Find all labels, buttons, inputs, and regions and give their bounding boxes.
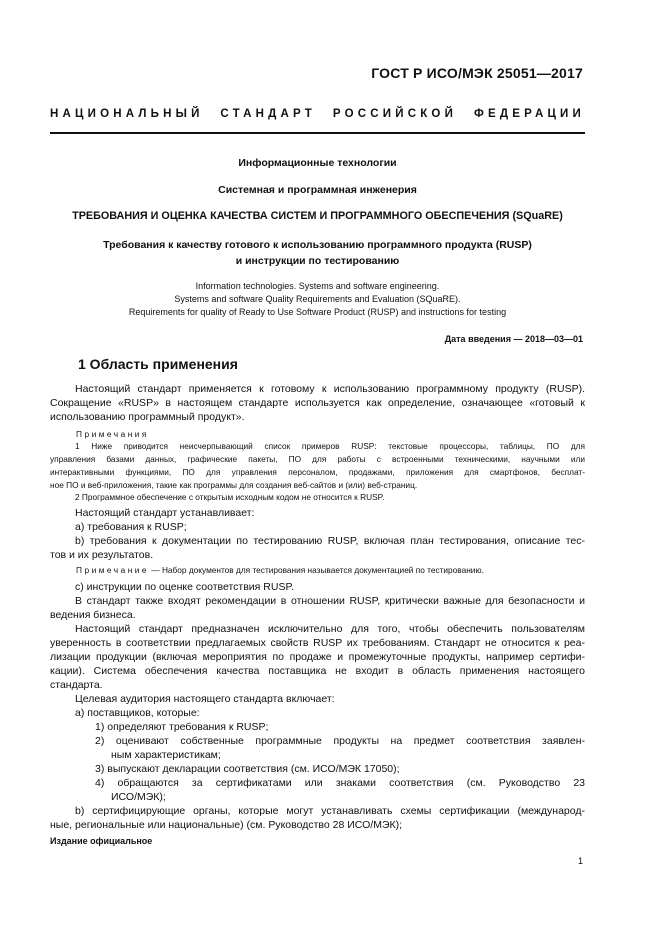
sublist-item-2-continued: ным характеристикам; <box>111 749 221 761</box>
paragraph-line: Целевая аудитория настоящего стандарта включает: <box>75 693 335 705</box>
page-number: 1 <box>577 856 583 866</box>
list-item-a: а) требования к RUSP; <box>75 521 187 533</box>
note-line: 2 Программное обеспечение с открытым исходным кодом не относится к RUSP. <box>75 492 385 502</box>
document-id: ГОСТ Р ИСО/МЭК 25051—2017 <box>371 65 583 81</box>
paragraph-line: Настоящий стандарт устанавливает: <box>75 507 255 519</box>
note-text: — Набор документов для тестирования называется документацией по тестированию. <box>149 565 484 575</box>
notes-label: Примечания <box>76 429 149 439</box>
list-item-b-continued: тов и их результатов. <box>50 549 154 561</box>
paragraph-line: уверенность в соответствии предлагаемых свойств RUSP их требованиям. Стандарт не относится к реа- <box>50 637 585 649</box>
note-line: 1 Ниже приводится неисчерпывающий список примеров RUSP: текстовые процессоры, таблицы, ПО для <box>75 441 585 451</box>
english-title-line-2: Systems and software Quality Requirements and Evaluation (SQuaRE). <box>174 294 461 304</box>
paragraph-line: лизации продукции (включая мероприятия по продаже и промежуточные продукты, например сертифи- <box>50 651 585 663</box>
note-label: Примечание <box>76 565 150 575</box>
paragraph-line: кации). Система обеспечения качества поставщика не входит в область применения настоящего <box>50 665 585 677</box>
list-item-c: с) инструкции по оценке соответствия RUSP. <box>75 581 295 593</box>
sublist-item-1: 1) определяют требования к RUSP; <box>95 721 269 733</box>
section-heading: 1 Область применения <box>78 356 238 372</box>
paragraph-line: В стандарт также входят рекомендации в отношении RUSP, критически важные для безопасности и <box>75 595 585 607</box>
sublist-item-2: 2) оценивают собственные программные продукты на предмет соответствия заявлен- <box>95 735 585 747</box>
english-title-line-1: Information technologies. Systems and software engineering. <box>195 281 440 291</box>
edition-label: Издание официальное <box>50 836 153 846</box>
title-line-1: Информационные технологии <box>238 157 397 169</box>
paragraph-line: Настоящий стандарт применяется к готовому к использованию программному продукту (RUSP). <box>75 383 585 395</box>
list-item-a: а) поставщиков, которые: <box>75 707 200 719</box>
title-line-2: Системная и программная инженерия <box>218 184 417 196</box>
note-line: управления базами данных, графические пакеты, ПО для работы с встроенными техническими, научными или <box>50 454 585 464</box>
note-line: интерактивными функциями, ПО для управления персоналом, продажами, приложения для смартфонов, бесплат- <box>50 467 585 477</box>
title-line-5: и инструкции по тестированию <box>235 255 400 267</box>
header-divider <box>50 132 585 134</box>
list-item-b: b) сертифицирующие органы, которые могут устанавливать схемы сертификации (международ- <box>75 805 585 817</box>
paragraph-line: использованию программный продукт». <box>50 411 245 423</box>
list-item-b-continued: ные, региональные или национальные) (см. Руководство 28 ИСО/МЭК); <box>50 819 403 831</box>
paragraph-line: Настоящий стандарт предназначен исключительно для того, чтобы обеспечить пользователям <box>75 623 585 635</box>
sublist-item-3: 3) выпускают декларации соответствия (см. ИСО/МЭК 17050); <box>95 763 400 775</box>
paragraph-line: стандарта. <box>50 679 103 691</box>
note-single <box>76 564 585 577</box>
paragraph-line: Сокращение «RUSP» в настоящем стандарте используется как определение, означающее «готовый к <box>50 397 585 409</box>
title-line-4: Требования к качеству готового к использованию программного продукта (RUSP) <box>103 239 532 251</box>
paragraph-line: ведения бизнеса. <box>50 609 136 621</box>
list-item-b: b) требования к документации по тестированию RUSP, включая план тестирования, описание тес- <box>75 535 585 547</box>
introduction-date: Дата введения — 2018—03—01 <box>444 334 583 344</box>
sublist-item-4: 4) обращаются за сертификатами или знаками соответствия (см. Руководство 23 <box>95 777 585 789</box>
title-line-3: ТРЕБОВАНИЯ И ОЦЕНКА КАЧЕСТВА СИСТЕМ И ПРОГРАММНОГО ОБЕСПЕЧЕНИЯ (SQuaRE) <box>72 210 563 222</box>
sublist-item-4-continued: ИСО/МЭК); <box>111 791 166 803</box>
english-title-line-3: Requirements for quality of Ready to Use Software Product (RUSP) and instructions for testing <box>128 307 507 317</box>
national-standard-heading: НАЦИОНАЛЬНЫЙ СТАНДАРТ РОССИЙСКОЙ ФЕДЕРАЦИИ <box>50 108 585 120</box>
note-line: ное ПО и веб-приложения, такие как программы для создания веб-сайтов и (или) веб-страниц. <box>50 480 418 490</box>
